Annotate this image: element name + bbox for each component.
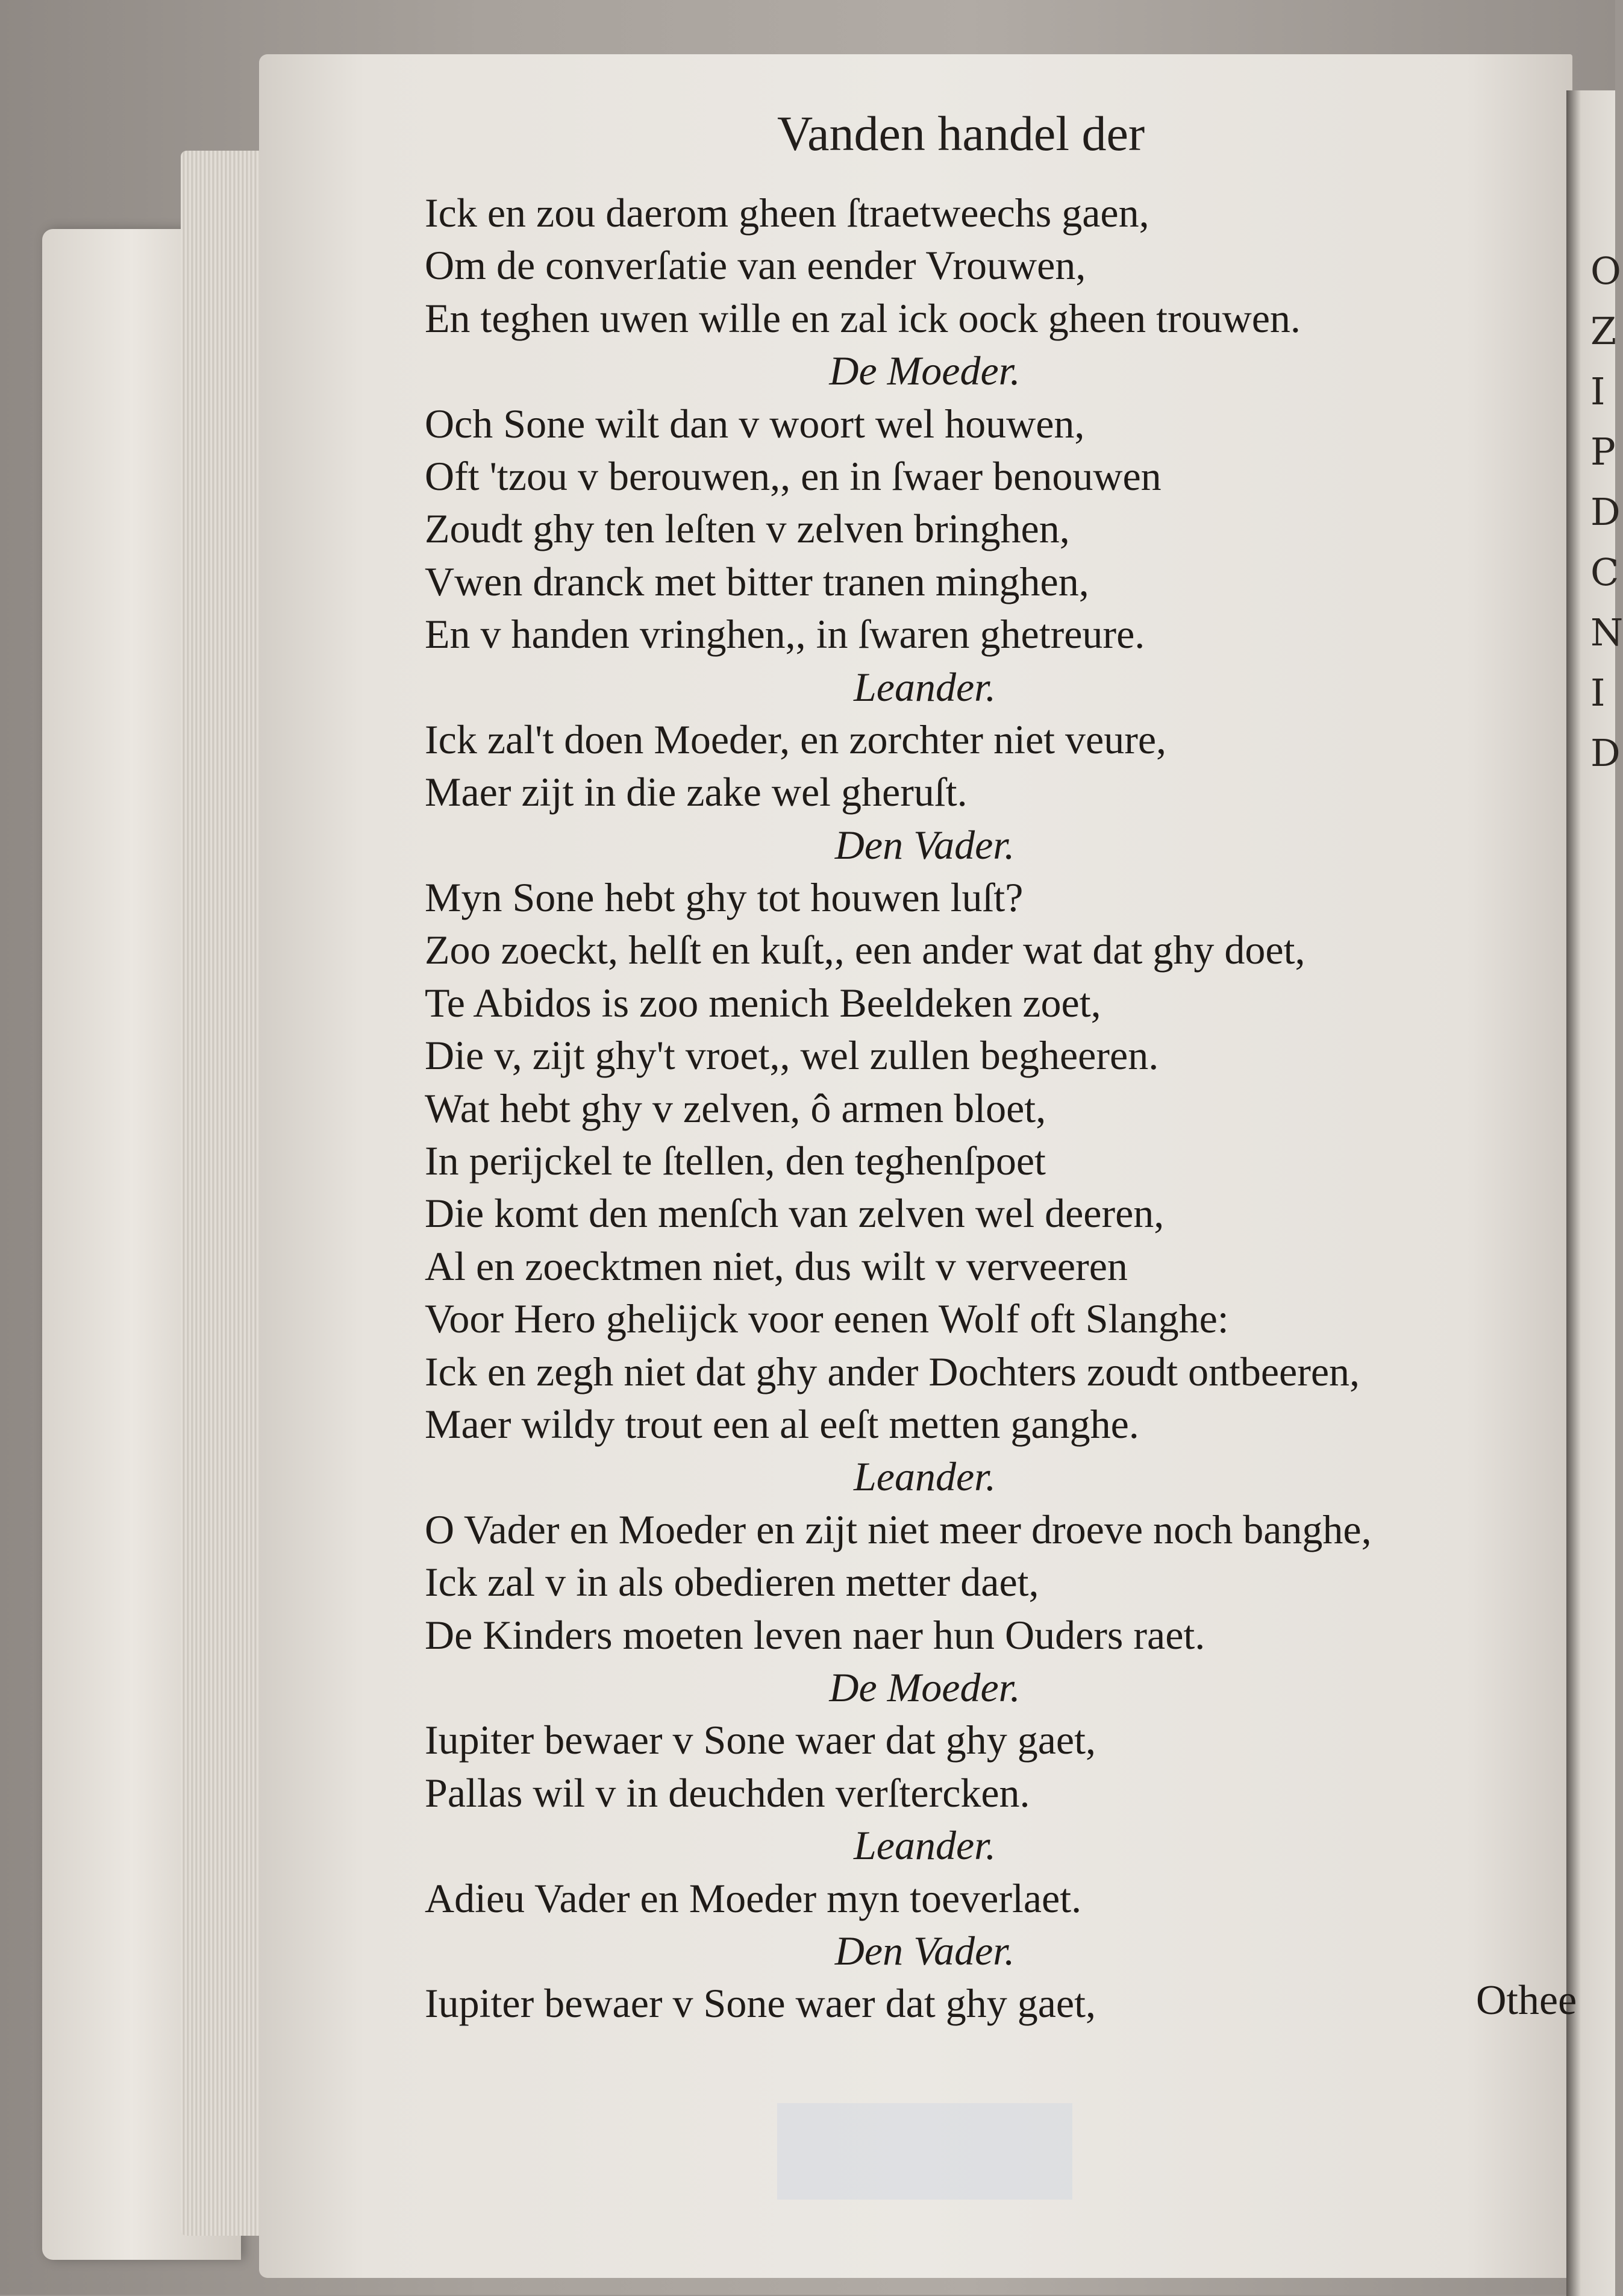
speaker-heading: De Moeder. <box>829 1664 1021 1710</box>
verse-line: Maer wildy trout een al eeſt metten ganghe. <box>425 1400 1139 1447</box>
speaker-heading: Leander. <box>853 663 996 710</box>
facing-page-letters <box>1590 241 1623 783</box>
verse-line: Och Sone wilt dan v woort wel houwen, <box>425 400 1085 447</box>
facing-letter: D <box>1590 490 1621 534</box>
verse-line: Voor Hero ghelijck voor eenen Wolf oft Slanghe: <box>425 1296 1229 1342</box>
verse-line: Te Abidos is zoo menich Beeldeken zoet, <box>425 979 1101 1026</box>
verse-line: Iupiter bewaer v Sone waer dat ghy gaet, <box>425 1717 1096 1763</box>
verse-line: En v handen vringhen,, in ſwaren ghetreure. <box>425 611 1145 657</box>
verse-line: Vwen dranck met bitter tranen minghen, <box>425 558 1089 604</box>
verse-line: Oft 'tzou v berouwen,, en in ſwaer benouwen <box>425 453 1162 499</box>
verse-line: Adieu Vader en Moeder myn toeverlaet. <box>425 1875 1082 1921</box>
verse-line: O Vader en Moeder en zijt niet meer droeve noch banghe, <box>425 1506 1372 1552</box>
speaker-heading: Leander. <box>853 1822 996 1869</box>
verse-line: Wat hebt ghy v zelven, ô armen bloet, <box>425 1085 1046 1131</box>
speaker-heading: Den Vader. <box>834 821 1015 868</box>
verse-line: Myn Sone hebt ghy tot houwen luſt? <box>425 874 1024 921</box>
verse-line: Zoo zoeckt, helſt en kuſt,, een ander wat dat ghy doet, <box>425 927 1306 973</box>
facing-letter: I <box>1590 671 1606 715</box>
verse-line: Die komt den menſch van zelven wel deeren, <box>425 1190 1165 1237</box>
verse-line: Ick en zou daerom gheen ſtraetweechs gaen, <box>425 190 1149 236</box>
verse-line: De Kinders moeten leven naer hun Ouders raet. <box>425 1611 1206 1658</box>
facing-letter: D <box>1590 731 1621 775</box>
facing-letter: O <box>1590 249 1621 293</box>
verse-text <box>425 187 1557 2030</box>
verse-line: Ick en zegh niet dat ghy ander Dochters zoudt ontbeeren, <box>425 1348 1360 1394</box>
verse-line: Ick zal't doen Moeder, en zorchter niet veure, <box>425 716 1167 762</box>
verse-line: Om de converſatie van eender Vrouwen, <box>425 242 1086 289</box>
verse-line: En teghen uwen wille en zal ick oock gheen trouwen. <box>425 295 1301 341</box>
facing-letter: N <box>1590 610 1623 654</box>
facing-letter: C <box>1590 550 1619 594</box>
facing-letter: P <box>1590 430 1616 474</box>
verse-line: Iupiter bewaer v Sone waer dat ghy gaet, <box>425 1980 1096 2027</box>
verse-line: In perijckel te ſtellen, den teghenſpoet <box>425 1138 1046 1184</box>
facing-letter: Z <box>1590 309 1617 353</box>
speaker-heading: Leander. <box>853 1454 996 1500</box>
speaker-heading: De Moeder. <box>829 348 1021 394</box>
verse-line: Zoudt ghy ten leſten v zelven bringhen, <box>425 506 1070 552</box>
verse-line: Die v, zijt ghy't vroet,, wel zullen begheeren. <box>425 1032 1159 1079</box>
speaker-heading: Den Vader. <box>834 1927 1015 1974</box>
running-head: Vanden handel der <box>777 106 1145 161</box>
verse-line: Al en zoecktmen niet, dus wilt v verveeren <box>425 1243 1128 1289</box>
catchword: Othee <box>1476 1977 1577 2024</box>
verse-line: Pallas wil v in deuchden verſtercken. <box>425 1769 1030 1816</box>
verse-line: Ick zal v in als obedieren metter daet, <box>425 1559 1039 1605</box>
scan-artifact <box>777 2103 1072 2200</box>
verse-line: Maer zijt in die zake wel gheruſt. <box>425 769 968 815</box>
facing-letter: I <box>1590 369 1606 413</box>
